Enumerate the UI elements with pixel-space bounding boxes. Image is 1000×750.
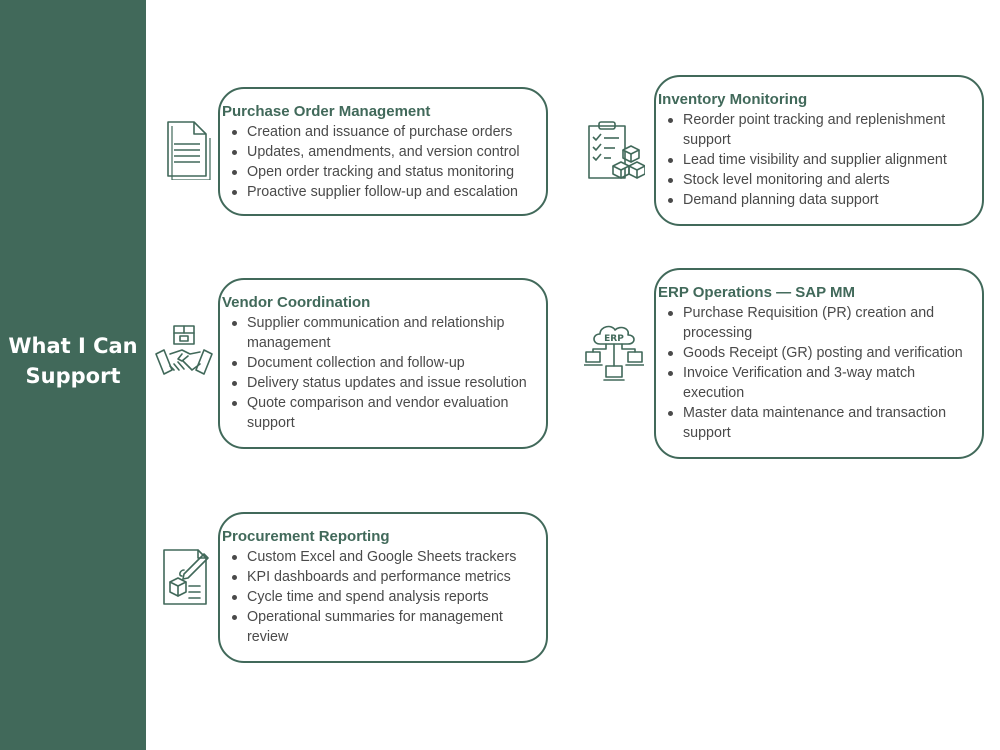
page-title-line-2: Support (25, 364, 121, 388)
card-inventory-monitoring (654, 75, 984, 226)
bullet-list (222, 122, 536, 202)
svg-text:ERP: ERP (604, 334, 624, 344)
bullet-list (222, 547, 536, 647)
list-item: Invoice Verification and 3-way match execution (658, 363, 972, 403)
list-item: Delivery status updates and issue resolution (222, 373, 536, 393)
card-title: Vendor Coordination (222, 294, 371, 311)
list-item: Document collection and follow-up (222, 353, 536, 373)
card-title: Purchase Order Management (222, 103, 431, 120)
list-item: Demand planning data support (658, 190, 972, 210)
list-item: Creation and issuance of purchase orders (222, 122, 536, 142)
card-procurement-reporting (218, 512, 548, 663)
document-icon (158, 120, 218, 180)
list-item: Master data maintenance and transaction support (658, 403, 972, 443)
list-item: Cycle time and spend analysis reports (222, 587, 536, 607)
list-item: Supplier communication and relationship management (222, 313, 536, 353)
card-erp-operations (654, 268, 984, 459)
list-item: Operational summaries for management review (222, 607, 536, 647)
bullet-list (658, 303, 972, 443)
report-pen-icon (158, 548, 218, 608)
list-item: Lead time visibility and supplier alignment (658, 150, 972, 170)
page-title-line-1: What I Can (8, 334, 138, 358)
card-vendor-coordination (218, 278, 548, 449)
card-title: Procurement Reporting (222, 528, 390, 545)
sidebar-panel (0, 0, 146, 750)
list-item: Updates, amendments, and version control (222, 142, 536, 162)
erp-cloud-icon (584, 322, 644, 382)
list-item: KPI dashboards and performance metrics (222, 567, 536, 587)
list-item: Purchase Requisition (PR) creation and processing (658, 303, 972, 343)
card-title: Inventory Monitoring (658, 91, 808, 108)
list-item: Open order tracking and status monitoring (222, 162, 536, 182)
clipboard-boxes-icon (585, 120, 645, 180)
handshake-icon (154, 324, 214, 384)
list-item: Quote comparison and vendor evaluation support (222, 393, 536, 433)
card-purchase-order-management (218, 87, 548, 216)
bullet-list (658, 110, 972, 210)
list-item: Goods Receipt (GR) posting and verification (658, 343, 972, 363)
list-item: Stock level monitoring and alerts (658, 170, 972, 190)
page-title (3, 331, 143, 391)
bullet-list (222, 313, 536, 433)
list-item: Reorder point tracking and replenishment support (658, 110, 972, 150)
card-title: ERP Operations — SAP MM (658, 284, 855, 301)
list-item: Custom Excel and Google Sheets trackers (222, 547, 536, 567)
list-item: Proactive supplier follow-up and escalation (222, 182, 536, 202)
